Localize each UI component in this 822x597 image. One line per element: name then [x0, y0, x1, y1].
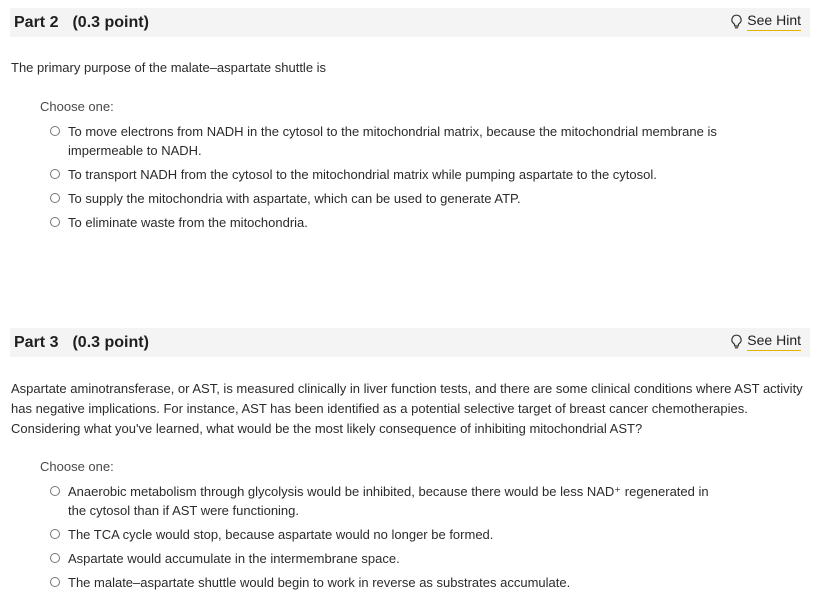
part2-option-1[interactable] [50, 122, 730, 160]
part3-choose-label: Choose one: [40, 459, 114, 474]
part3-points: (0.3 point) [72, 333, 149, 351]
option-text: The TCA cycle would stop, because aspartate would no longer be formed. [68, 527, 494, 542]
part2-option-4[interactable] [50, 213, 730, 232]
part2-header [10, 8, 810, 37]
option-text: To transport NADH from the cytosol to the mitochondrial matrix while pumping aspartate to the cytosol. [68, 167, 657, 182]
part3-option-2[interactable] [50, 525, 730, 544]
radio-button-icon[interactable] [50, 553, 60, 563]
radio-button-icon[interactable] [50, 577, 60, 587]
part2-question: The primary purpose of the malate–aspartate shuttle is [11, 60, 327, 75]
part3-option-4[interactable] [50, 573, 730, 592]
part2-choose-label: Choose one: [40, 99, 114, 114]
radio-button-icon[interactable] [50, 529, 60, 539]
lightbulb-icon [730, 14, 743, 30]
part2-points: (0.3 point) [72, 13, 149, 31]
part2-title: Part 2 [14, 13, 59, 31]
lightbulb-icon [730, 334, 743, 350]
part2-see-hint-label: See Hint [747, 12, 801, 31]
part3-title: Part 3 [14, 333, 59, 351]
part2-option-3[interactable] [50, 189, 730, 208]
part3-header [10, 328, 810, 357]
part3-option-1[interactable] [50, 482, 730, 520]
radio-button-icon[interactable] [50, 193, 60, 203]
option-text: To eliminate waste from the mitochondria. [68, 215, 308, 230]
part3-see-hint-button[interactable] [730, 332, 801, 351]
radio-button-icon[interactable] [50, 126, 60, 136]
radio-button-icon[interactable] [50, 217, 60, 227]
radio-button-icon[interactable] [50, 486, 60, 496]
part2-options [50, 122, 730, 237]
radio-button-icon[interactable] [50, 169, 60, 179]
option-text: The malate–aspartate shuttle would begin to work in reverse as substrates accumulate. [68, 575, 571, 590]
option-text: Anaerobic metabolism through glycolysis would be inhibited, because there would be less NAD⁺ regenerated in the cytosol than if AST were functioning. [68, 484, 709, 518]
part2-option-2[interactable] [50, 165, 730, 184]
option-text: Aspartate would accumulate in the intermembrane space. [68, 551, 400, 566]
part3-options [50, 482, 730, 597]
part3-question: Aspartate aminotransferase, or AST, is measured clinically in liver function tests, and there are some clinical conditions where AST activity has negative implications. For instance, AST has been identified as a potential selective target of breast cancer chemotherapies. Considering what you've learned, what would be the most likely consequence of inhibiting mitochondrial AST? [11, 381, 803, 436]
part2-see-hint-button[interactable] [730, 12, 801, 31]
part3-option-3[interactable] [50, 549, 730, 568]
part3-see-hint-label: See Hint [747, 332, 801, 351]
option-text: To supply the mitochondria with aspartate, which can be used to generate ATP. [68, 191, 521, 206]
option-text: To move electrons from NADH in the cytosol to the mitochondrial matrix, because the mitochondrial membrane is impermeable to NADH. [68, 124, 717, 158]
